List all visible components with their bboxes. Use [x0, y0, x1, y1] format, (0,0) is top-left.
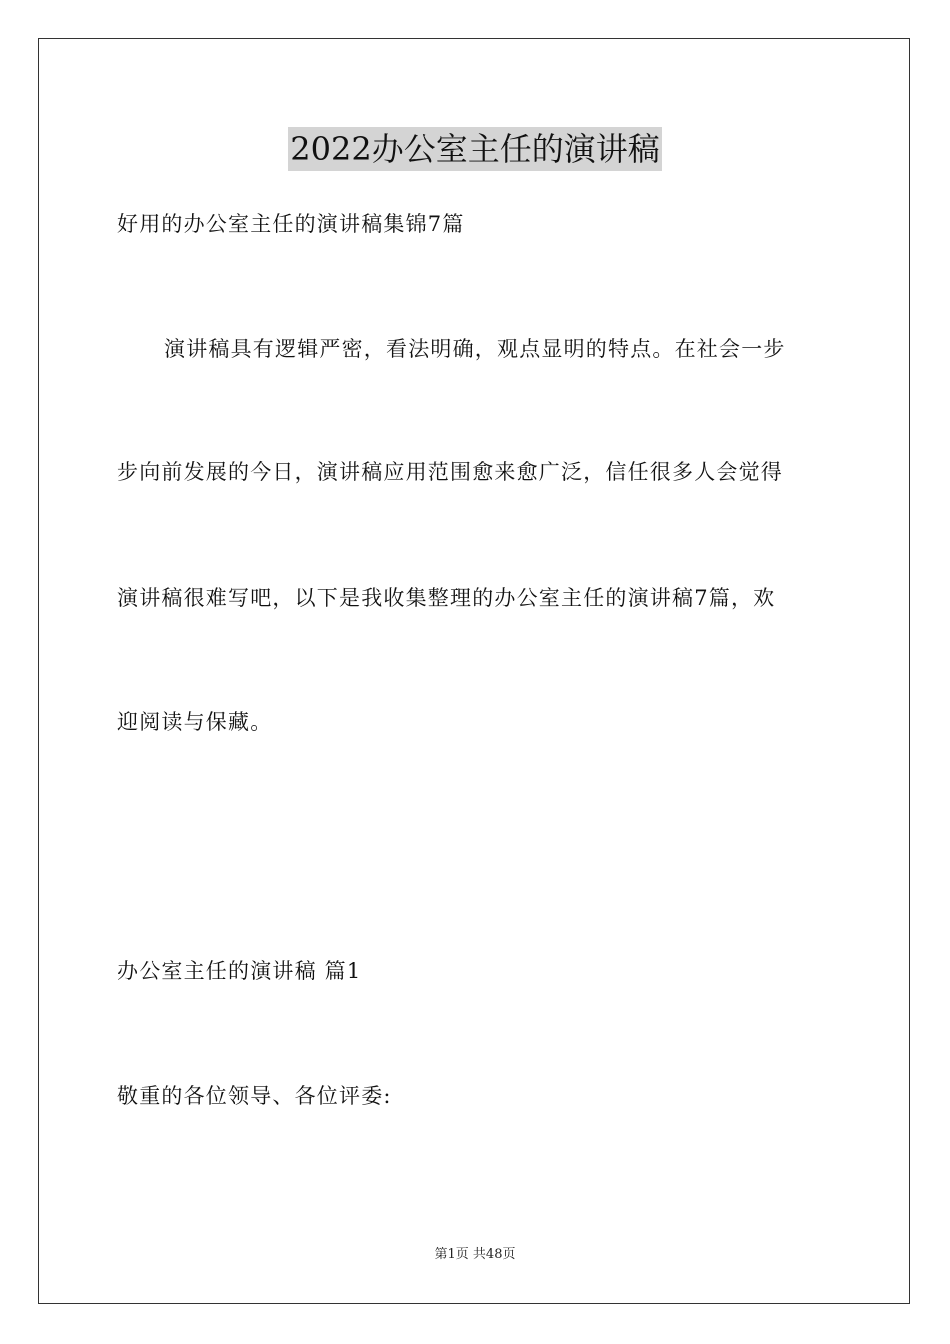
intro-line-3: 演讲稿很难写吧，以下是我收集整理的办公室主任的演讲稿7篇，欢 [117, 586, 776, 610]
section-heading: 办公室主任的演讲稿 篇1 [117, 959, 362, 983]
salutation: 敬重的各位领导、各位评委: [117, 1084, 392, 1108]
page-number-footer: 第1页 共48页 [434, 1247, 516, 1262]
intro-line-2: 步向前发展的今日，演讲稿应用范围愈来愈广泛，信任很多人会觉得 [117, 460, 783, 484]
document-title: 2022办公室主任的演讲稿 [288, 127, 661, 171]
title-container [0, 127, 950, 171]
intro-line-1: 演讲稿具有逻辑严密，看法明确，观点显明的特点。在社会一步 [164, 337, 786, 361]
document-subtitle: 好用的办公室主任的演讲稿集锦7篇 [117, 212, 465, 236]
intro-line-4: 迎阅读与保藏。 [117, 710, 273, 734]
